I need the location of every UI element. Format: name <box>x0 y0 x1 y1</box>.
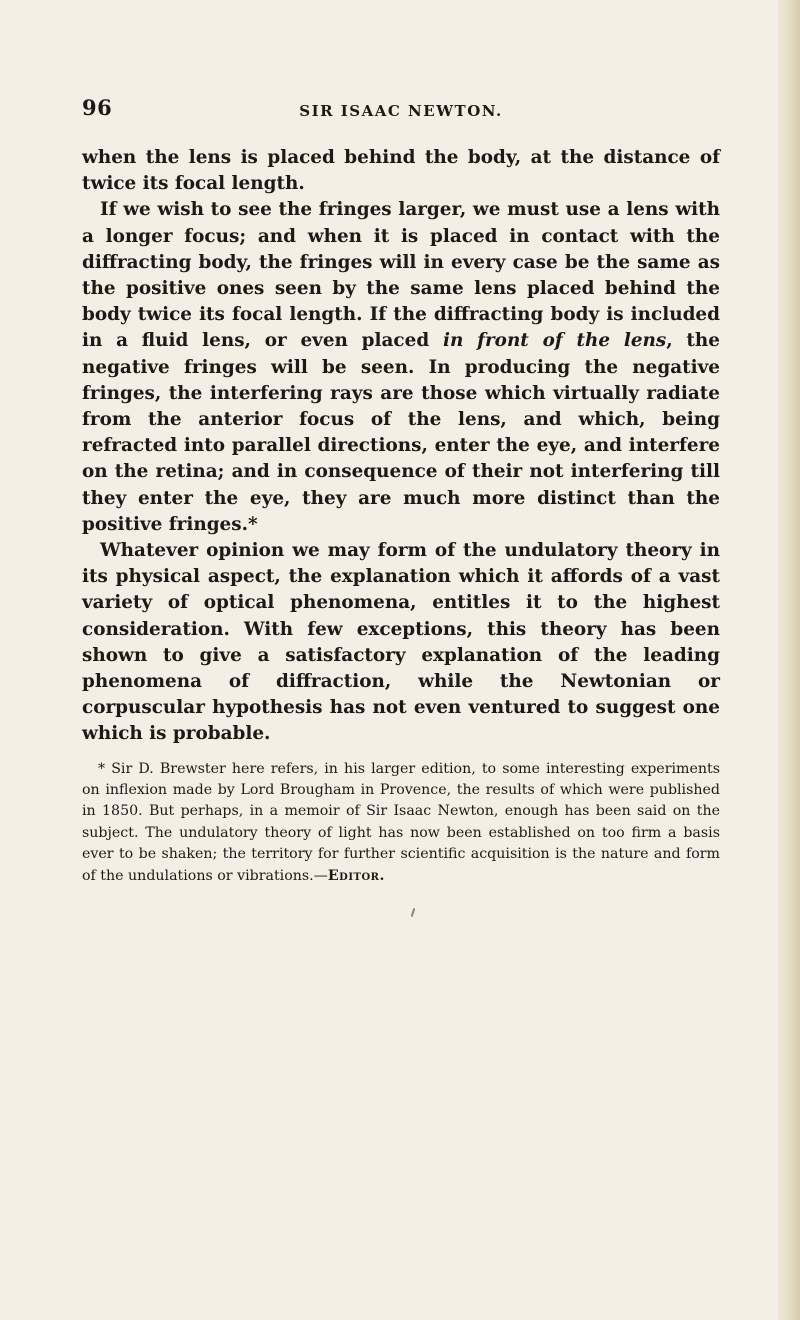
page-header <box>82 95 720 145</box>
footnote <box>82 759 720 887</box>
paragraph-1: when the lens is placed behind the body, at the distance of twice its focal length. <box>82 147 720 195</box>
paragraph-2-italic: in front of the lens <box>442 330 667 352</box>
book-page <box>82 95 720 887</box>
paragraph-2 <box>82 197 720 538</box>
body-text <box>82 145 720 748</box>
page-number: 96 <box>82 95 113 120</box>
footnote-signature: Editor. <box>327 867 385 884</box>
paragraph-2-part-b: , the negative fringes will be seen. In producing the negative fringes, the interfering rays are those which virtually radiate from the anterior focus of the lens, and which, being refracted into parallel directions, enter the eye, and interfere on the retina; and in consequence of their not interfering till they enter the eye, they are much more distinct than the positive fringes.* <box>82 330 720 535</box>
footnote-text: * Sir D. Brewster here refers, in his larger edition, to some interesting experiments on inflexion made by Lord Brougham in Provence, the results of which were published in 1850. But perhaps, in a memoir of Sir Isaac Newton, enough has been said on the subject. The undulatory theory of light has now been established on too firm a basis ever to be shaken; the territory for further scientific acquisition is the nature and form of the undulations or vibrations.— <box>82 760 720 884</box>
page-edge-shadow <box>778 0 800 1320</box>
running-head: SIR ISAAC NEWTON. <box>299 102 503 120</box>
paper-speck <box>411 908 416 917</box>
paragraph-2-part-a: If we wish to see the fringes larger, we must use a lens with a longer focus; and when it is placed in contact with the diffracting body, the fringes will in every case be the same as the positive ones seen by the same lens placed behind the body twice its focal length. If the diffracting body is included in a fluid lens, or even placed <box>82 199 720 352</box>
paragraph-3: Whatever opinion we may form of the undulatory theory in its physical aspect, the explanation which it affords of a vast variety of optical phenomena, entitles it to the highest consideration. With few exceptions, this theory has been shown to give a satisfactory explanation of the leading phenomena of diffraction, while the Newtonian or corpuscular hypothesis has not even ventured to suggest one which is probable. <box>82 540 720 745</box>
